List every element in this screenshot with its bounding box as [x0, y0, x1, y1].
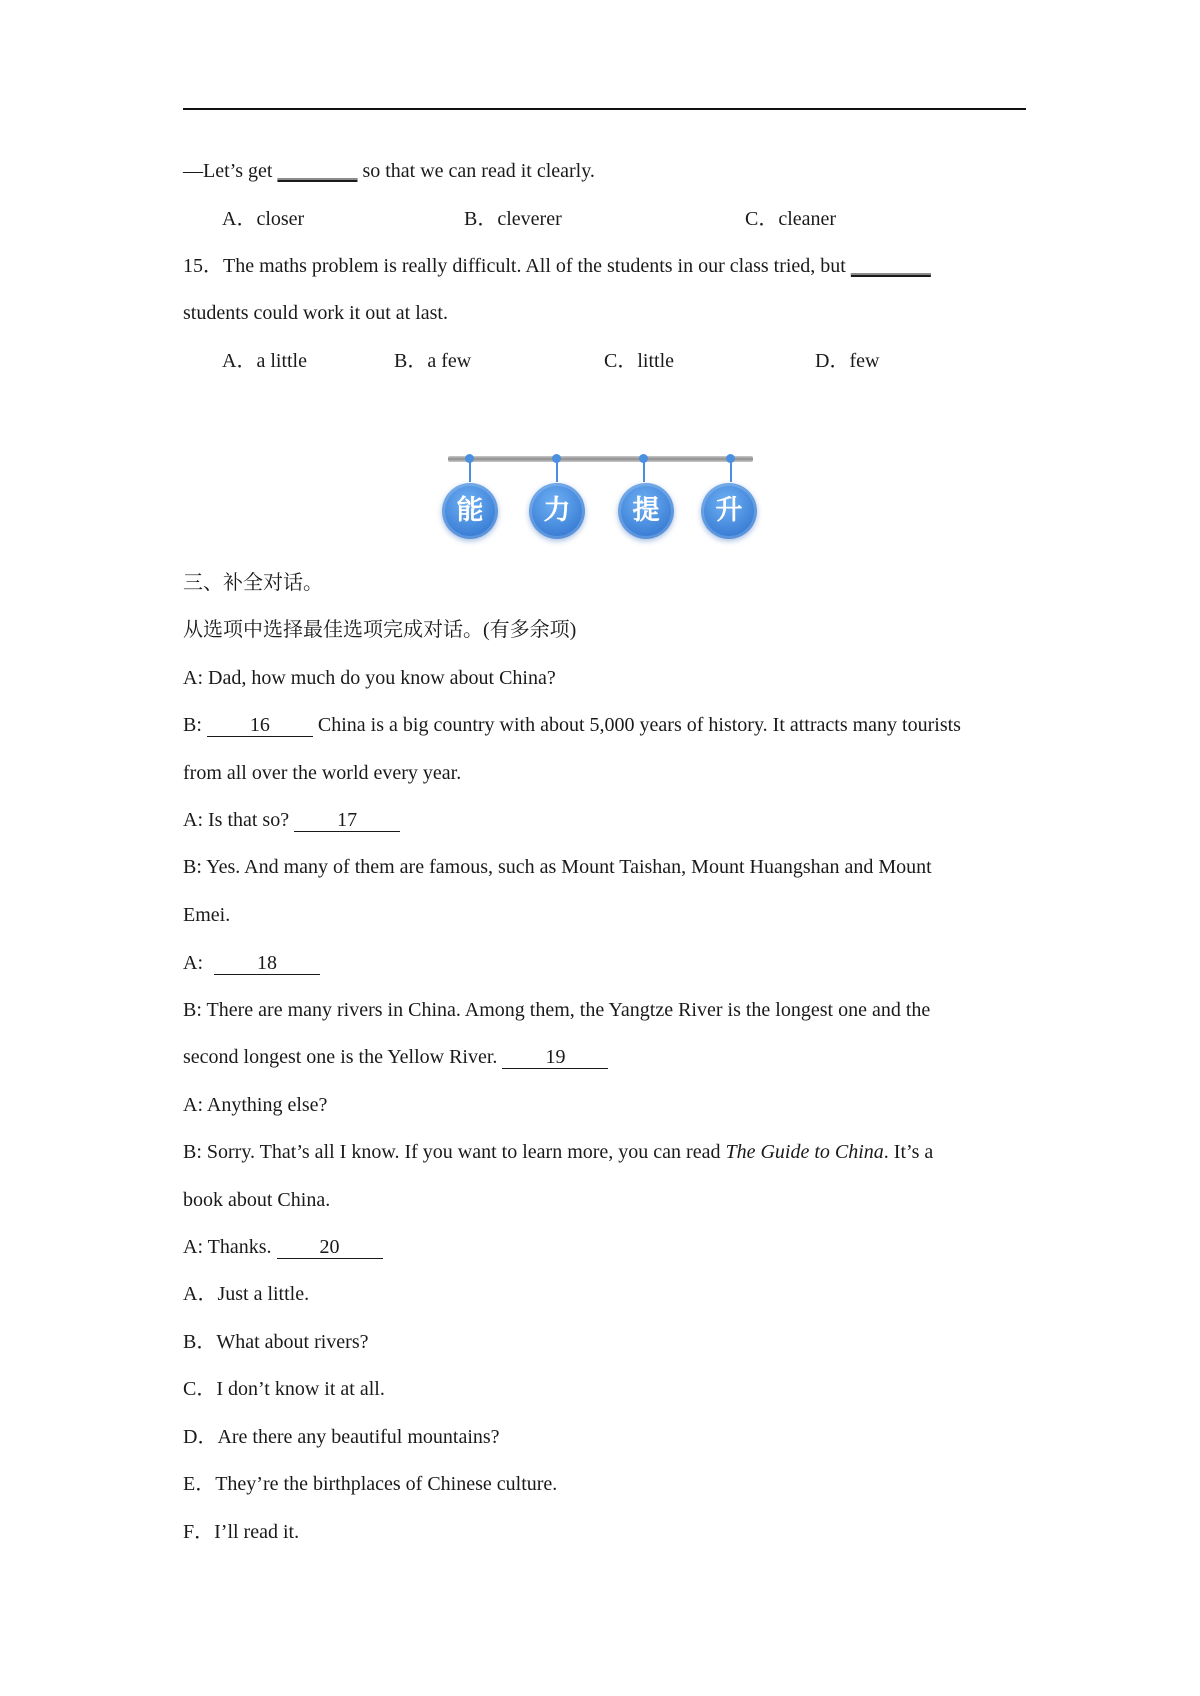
q14-option-b[interactable]: [464, 206, 562, 232]
dialogue-line-1: A: Dad, how much do you know about China?: [183, 667, 556, 689]
header-rule: [183, 108, 1026, 110]
section-instruction: 从选项中选择最佳选项完成对话。(有多余项): [183, 619, 577, 641]
option-letter: A．: [222, 350, 257, 372]
dialogue-line-12: book about China.: [183, 1189, 331, 1211]
banner-node: [552, 452, 562, 462]
q14-stem: [183, 158, 595, 184]
dialogue-text: A: Thanks.: [183, 1236, 277, 1258]
banner-char-4: 升: [701, 483, 757, 539]
banner-node: [639, 452, 649, 462]
answer-option-f[interactable]: F．I’ll read it.: [183, 1521, 300, 1543]
dialogue-line-9: [183, 1044, 608, 1070]
dialogue-line-7: [183, 950, 320, 976]
answer-option-d[interactable]: D．Are there any beautiful mountains?: [183, 1426, 500, 1448]
blank-16[interactable]: 16: [207, 714, 313, 737]
dialogue-line-5: B: Yes. And many of them are famous, such as Mount Taishan, Mount Huangshan and Mount: [183, 856, 932, 878]
blank-18[interactable]: 18: [214, 952, 320, 975]
option-text: few: [849, 350, 880, 372]
dialogue-line-6: Emei.: [183, 904, 231, 926]
dialogue-line-3: from all over the world every year.: [183, 762, 462, 784]
speaker-label: B:: [183, 714, 207, 736]
q15-stem-line1: [183, 253, 931, 279]
option-letter: B．: [394, 350, 428, 372]
q15-option-b[interactable]: [394, 348, 471, 374]
banner-bar: [448, 456, 753, 462]
banner-char-2: 力: [529, 483, 585, 539]
option-text: cleverer: [497, 208, 562, 230]
option-letter: C．: [604, 350, 638, 372]
dialogue-text: B: Sorry. That’s all I know. If you want to learn more, you can read: [183, 1141, 726, 1163]
book-title: The Guide to China: [725, 1141, 884, 1163]
dialogue-line-10: A: Anything else?: [183, 1094, 328, 1116]
dialogue-line-2: [183, 712, 961, 738]
banner-char-1: 能: [442, 483, 498, 539]
option-text: a little: [256, 350, 307, 372]
q15-option-c[interactable]: [604, 348, 674, 374]
banner-char-3: 提: [618, 483, 674, 539]
q14-option-a[interactable]: [222, 206, 304, 232]
banner-node: [726, 452, 736, 462]
option-text: a few: [427, 350, 472, 372]
q15-stem-line2: students could work it out at last.: [183, 302, 448, 324]
dialogue-line-13: [183, 1234, 383, 1260]
dialogue-text: . It’s a: [883, 1141, 934, 1163]
speaker-label: A:: [183, 952, 208, 974]
option-letter: B．: [464, 208, 498, 230]
q14-blank: ________: [277, 160, 358, 182]
q14-stem-before: —Let’s get: [183, 160, 278, 182]
blank-19[interactable]: 19: [502, 1046, 608, 1069]
dialogue-line-11: [183, 1139, 933, 1165]
option-text: closer: [256, 208, 305, 230]
option-text: cleaner: [778, 208, 837, 230]
dialogue-line-8: B: There are many rivers in China. Among them, the Yangtze River is the longest one and the: [183, 999, 931, 1021]
option-text: little: [637, 350, 675, 372]
dialogue-text: A: Is that so?: [183, 809, 295, 831]
q15-option-d[interactable]: [815, 348, 879, 374]
q15-option-a[interactable]: [222, 348, 307, 374]
q14-stem-after: so that we can read it clearly.: [357, 160, 595, 182]
option-letter: C．: [745, 208, 779, 230]
q14-option-c[interactable]: [745, 206, 836, 232]
section-heading: 三、补全对话。: [183, 572, 323, 594]
answer-option-b[interactable]: B．What about rivers?: [183, 1331, 369, 1353]
ability-improvement-banner: [448, 452, 758, 542]
blank-17[interactable]: 17: [294, 809, 400, 832]
q15-blank: ________: [850, 255, 931, 277]
answer-option-e[interactable]: E．They’re the birthplaces of Chinese culture.: [183, 1473, 558, 1495]
option-letter: D．: [815, 350, 850, 372]
answer-option-a[interactable]: A．Just a little.: [183, 1283, 310, 1305]
option-letter: A．: [222, 208, 257, 230]
answer-option-c[interactable]: C．I don’t know it at all.: [183, 1378, 385, 1400]
blank-20[interactable]: 20: [277, 1236, 383, 1259]
dialogue-line-4: [183, 807, 400, 833]
dialogue-text: China is a big country with about 5,000 years of history. It attracts many tourists: [312, 714, 961, 736]
q15-stem-text: 15．The maths problem is really difficult. All of the students in our class tried, but: [183, 255, 851, 277]
dialogue-text: second longest one is the Yellow River.: [183, 1046, 503, 1068]
banner-node: [465, 452, 475, 462]
